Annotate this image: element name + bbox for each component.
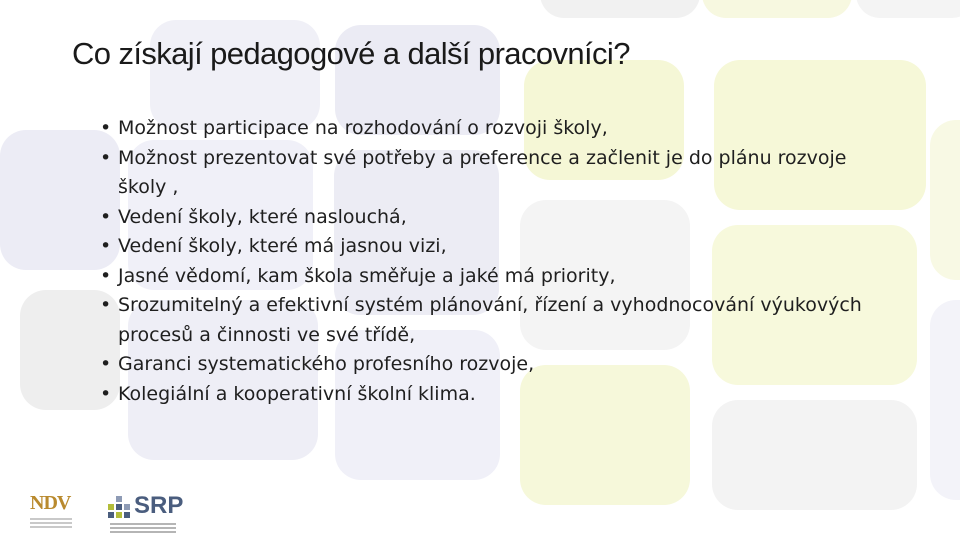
list-item-text: Jasné vědomí, kam škola směřuje a jaké má priority,: [118, 264, 616, 287]
bullet-dot: •: [100, 353, 112, 375]
bullet-list: [98, 114, 898, 409]
bullet-dot: •: [100, 117, 112, 139]
slide-title: Co získají pedagogové a další pracovníci?: [72, 36, 630, 71]
bullet-dot: •: [100, 382, 112, 405]
bullet-dot: •: [100, 235, 112, 257]
ndv-logo-icon: [28, 490, 74, 536]
bullet-dot: •: [100, 294, 112, 316]
srp-grid-square: [124, 512, 130, 518]
bg-shape: [930, 300, 960, 500]
bg-shape: [540, 0, 700, 18]
srp-grid-icon: [108, 496, 130, 518]
ndv-logo-text: NDV: [30, 492, 71, 514]
bullet-dot: •: [100, 264, 112, 287]
bg-shape: [930, 120, 960, 280]
bg-shape: [856, 0, 960, 18]
list-item: [98, 380, 898, 410]
list-item-text: Garanci systematického profesního rozvoje,: [118, 353, 535, 375]
srp-grid-square: [108, 504, 114, 510]
srp-grid-square: [116, 496, 122, 502]
list-item: [98, 114, 898, 144]
bg-shape: [712, 400, 917, 510]
bullet-dot: •: [100, 205, 112, 228]
srp-logo-caption: [110, 523, 176, 525]
list-item-text: Vedení školy, které naslouchá,: [118, 205, 407, 228]
list-item: [98, 203, 898, 233]
ndv-logo-caption: [30, 518, 72, 520]
bullet-dot: •: [100, 146, 112, 169]
list-item-text: Vedení školy, které má jasnou vizi,: [118, 235, 447, 257]
list-item: [98, 262, 898, 292]
list-item: [98, 232, 898, 262]
srp-logo-icon: [108, 494, 218, 538]
srp-grid-square: [124, 504, 130, 510]
list-item: [98, 144, 898, 203]
srp-logo-text: SRP: [134, 492, 184, 519]
list-item-text: Možnost prezentovat své potřeby a preference a začlenit je do plánu rozvoje školy ,: [118, 146, 847, 198]
bg-shape: [702, 0, 852, 18]
list-item-text: Možnost participace na rozhodování o rozvoji školy,: [118, 117, 608, 139]
list-item-text: Srozumitelný a efektivní systém plánování, řízení a vyhodnocování výukových procesů a činnosti ve své třídě,: [118, 294, 862, 346]
list-item: [98, 350, 898, 380]
srp-grid-square: [116, 504, 122, 510]
list-item-text: Kolegiální a kooperativní školní klima.: [118, 382, 476, 405]
list-item: [98, 291, 898, 350]
srp-grid-square: [116, 512, 122, 518]
srp-grid-square: [108, 512, 114, 518]
